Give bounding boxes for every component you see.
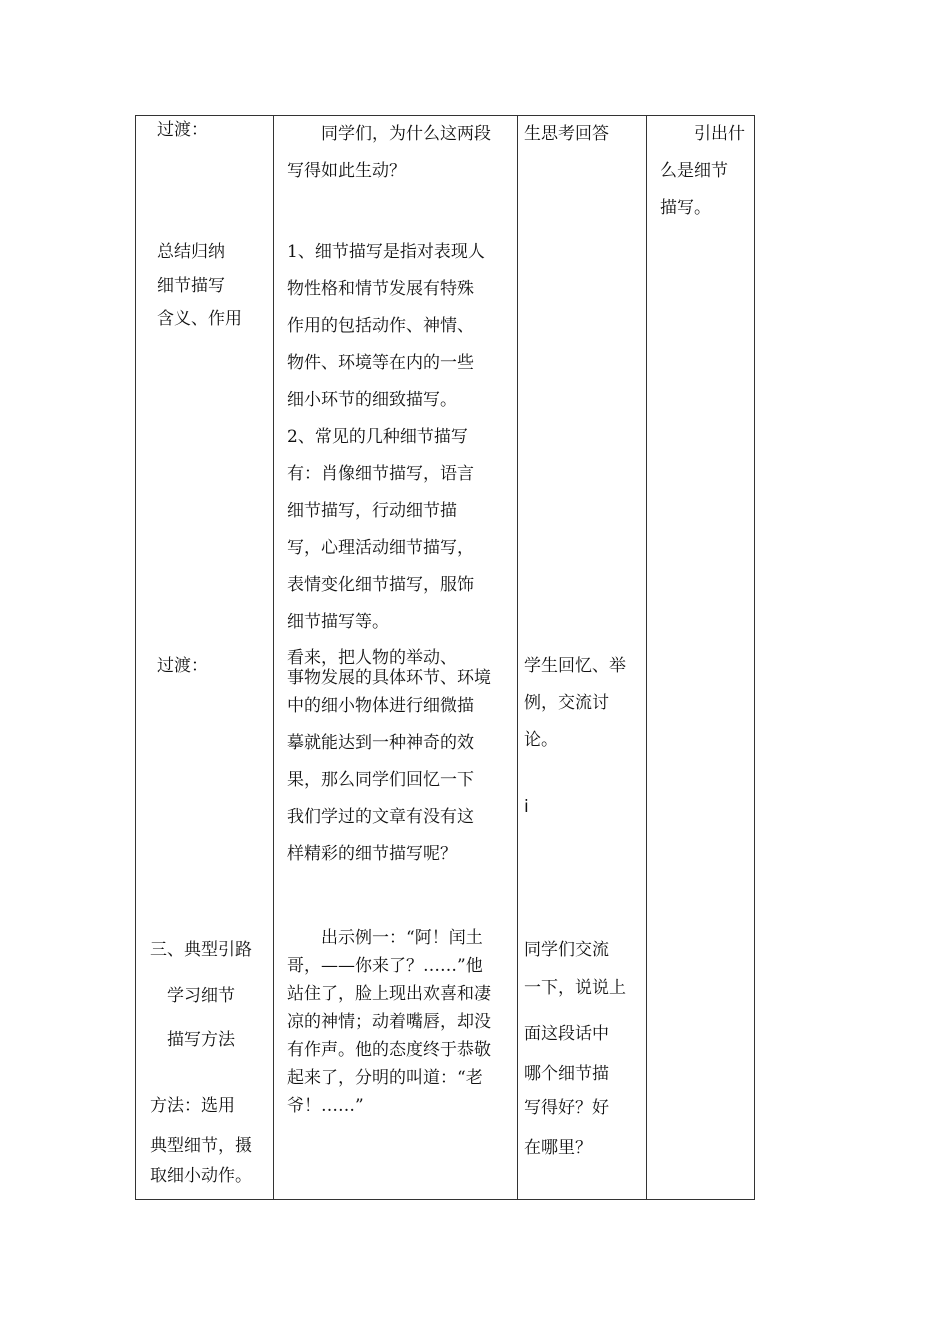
student-activity: 学生回忆、举 例，交流讨 论。 i [524,656,626,817]
student-activity: 生思考回答 [524,124,609,144]
column-divider [273,116,274,1199]
student-activity: 同学们交流 一下，说说上 面这段话中 哪个细节描 写得好？好 在哪里？ [524,940,626,1158]
step-label: 三、典型引路 学习细节 描写方法 方法：选用 典型细节，摄 取细小动作。 [150,940,252,1186]
column-divider [646,116,647,1199]
teacher-activity: 出示例一：“阿！闰土 哥，——你来了？……”他 站住了，脸上现出欢喜和凄 凉的神情；动着嘴唇，却没 有作声。他的态度终于恭敬 起来了，分明的叫道：“老 爷！……” [287,928,491,1116]
column-divider [517,116,518,1199]
teacher-activity: 看来，把人物的举动、 事物发展的具体环节、环境 中的细小物体进行细微描 摹就能达到一种神奇的效 果，那么同学们回忆一下 我们学过的文章有没有这 样精彩的细节描写呢？ [287,648,491,864]
teacher-activity: 1、细节描写是指对表现人 物性格和情节发展有特殊 作用的包括动作、神情、 物件、环境等在内的一些 细小环节的细致描写。 2、常见的几种细节描写 有：肖像细节描写，语言 细节描写，行动细节描 写，心理活动细节描写， 表情变化细节描写，服饰 细节描写等。 [287,242,485,632]
step-label: 总结归纳 细节描写 含义、作用 [157,242,242,329]
teacher-activity: 同学们，为什么这两段 写得如此生动？ [287,124,491,181]
step-label: 过渡： [157,120,208,140]
step-label: 过渡： [157,656,208,676]
design-intent: 引出什 么是细节 描写。 [660,124,745,218]
